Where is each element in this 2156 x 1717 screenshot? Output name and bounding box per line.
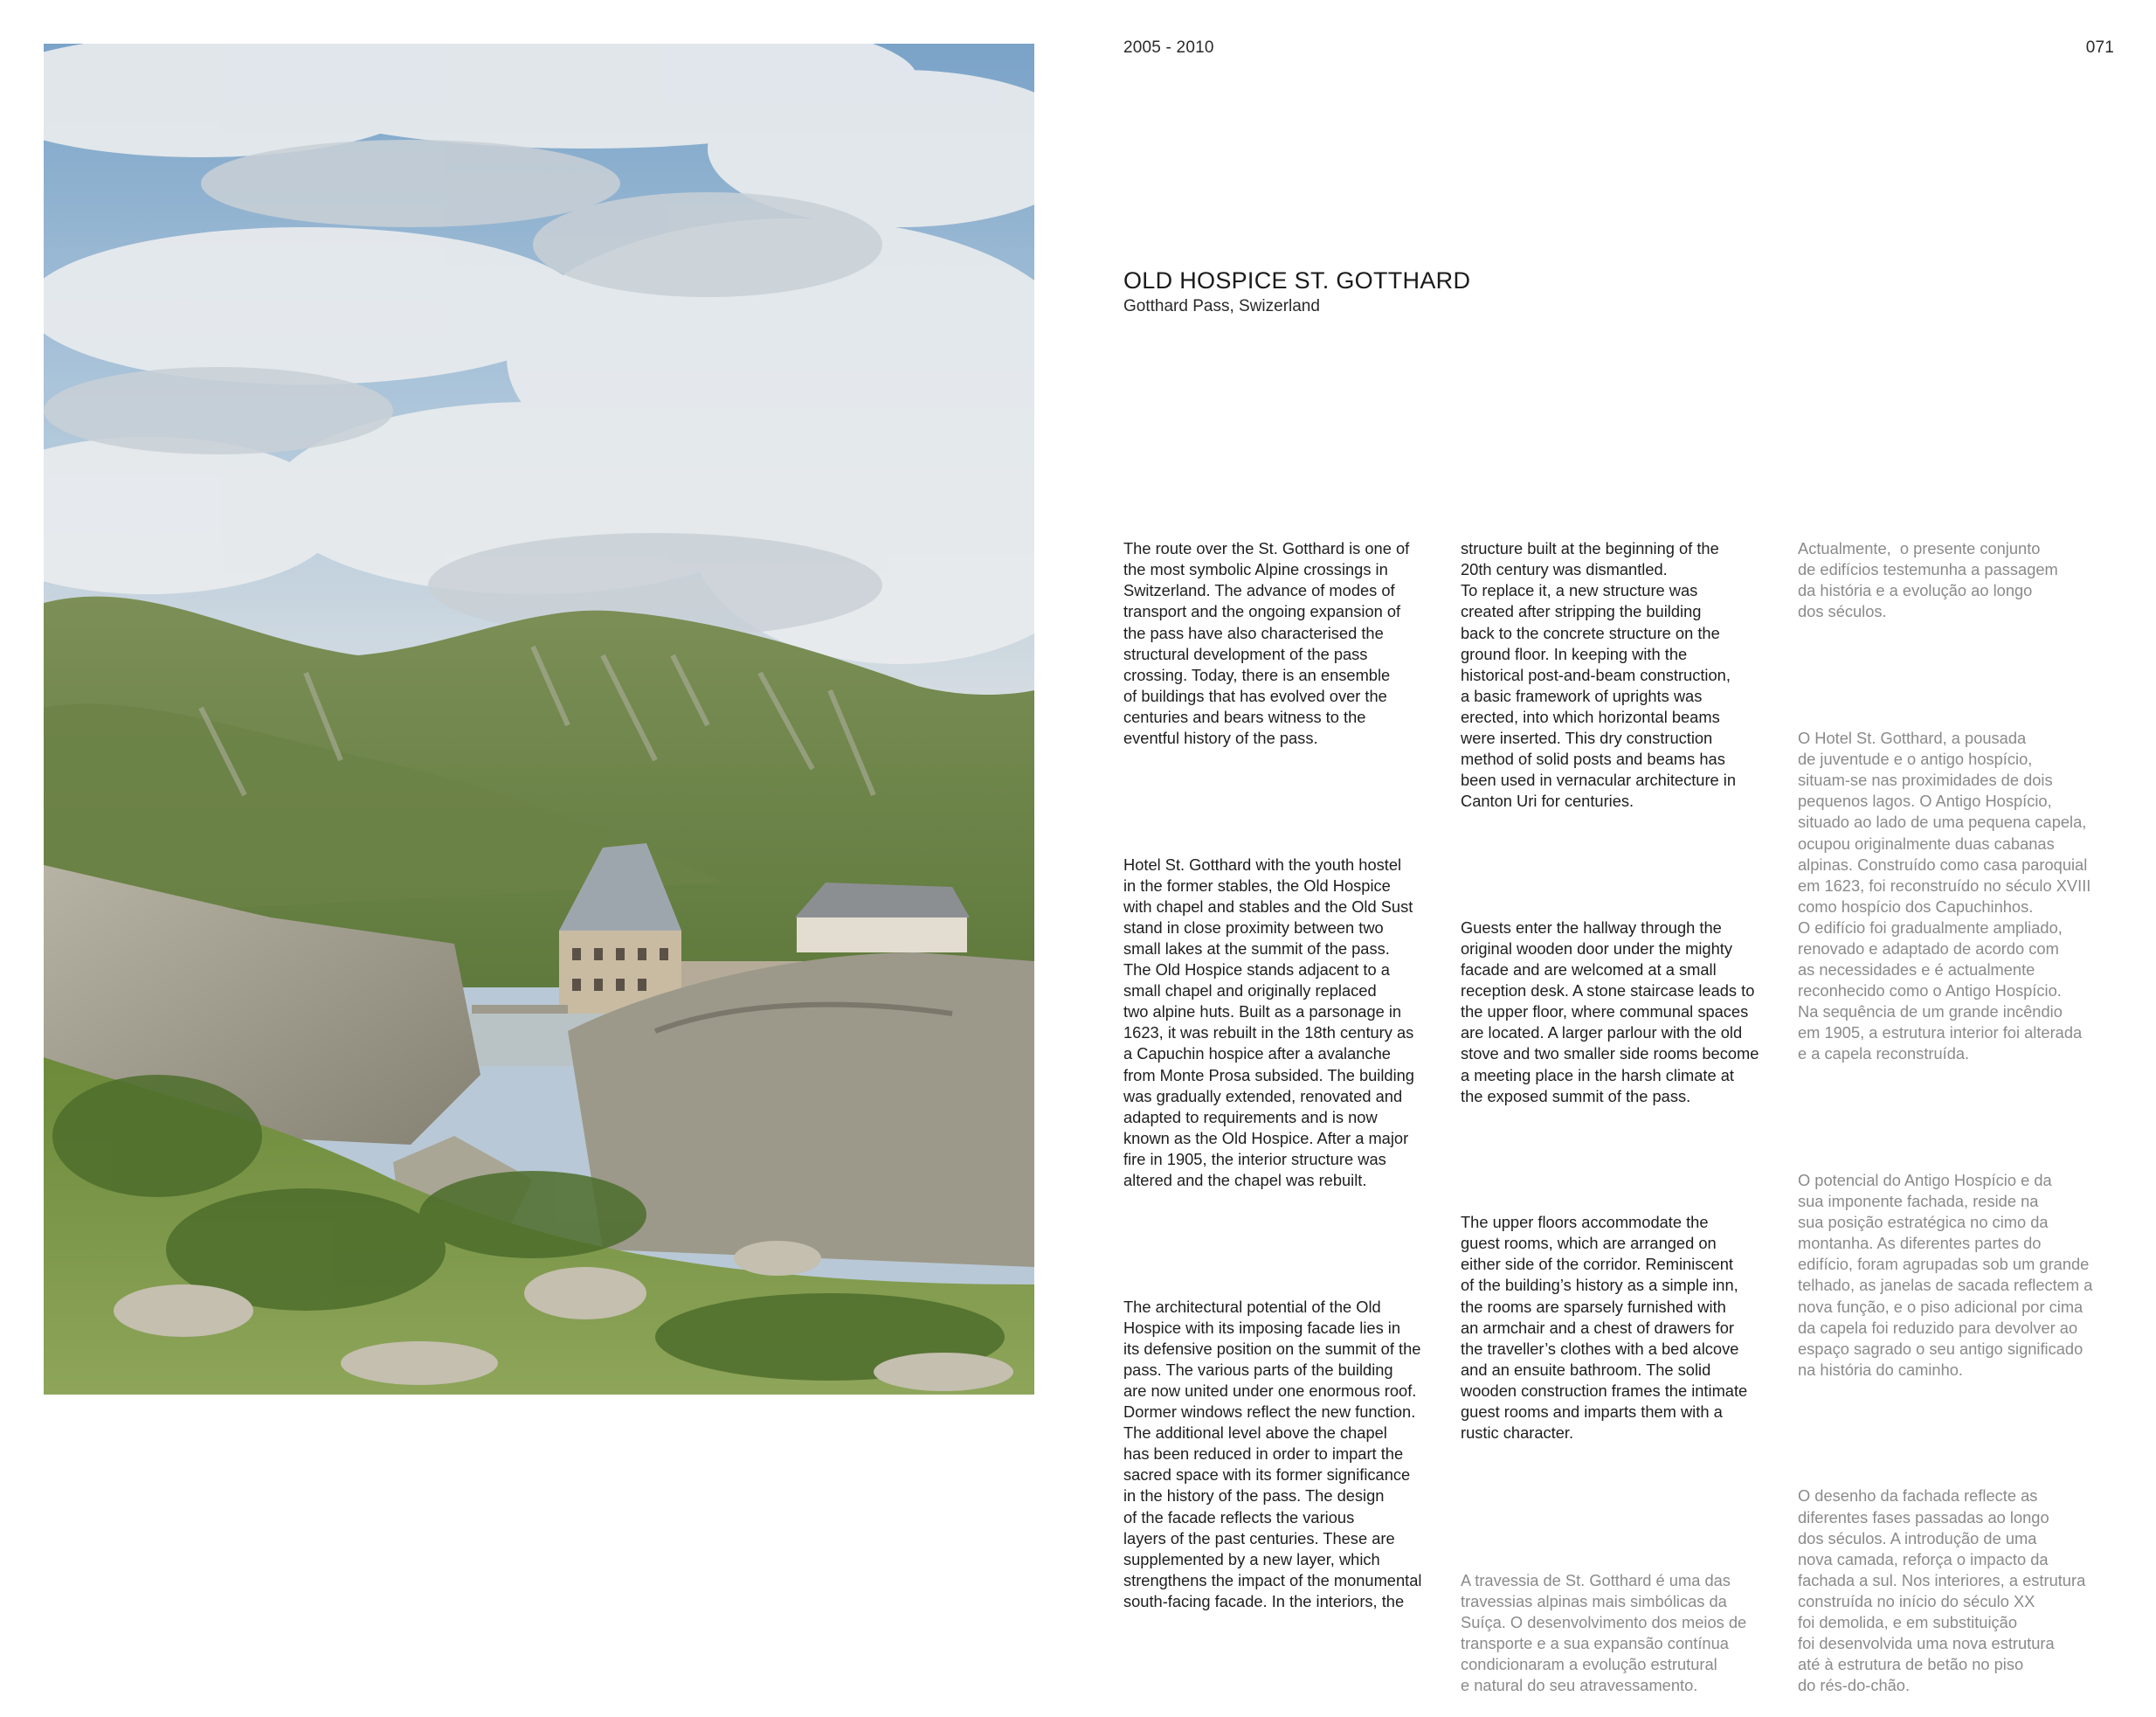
landscape-photo bbox=[44, 44, 1034, 1395]
text-column-2 bbox=[1461, 496, 1784, 1717]
paragraph-portuguese: O Hotel St. Gotthard, a pousada de juventude e o antigo hospício, situam-se nas proximidades de dois pequenos lagos. O Antigo Hospício, situado ao lado de uma pequena capela, ocupou originalmente duas cabanas alpinas. Construído como casa paroquial em 1623, foi reconstruído no século XVIII como hospício dos Capuchinhos. O edifício foi gradualmente ampliado, renovado e adaptado de acordo com as necessidades e é actualmente reconhecido como o Antigo Hospício. Na sequência de um grande incêndio em 1905, a estrutura interior foi alterada e a capela reconstruída. bbox=[1798, 729, 2091, 1063]
paragraph-portuguese: A travessia de St. Gotthard é uma das travessias alpinas mais simbólicas da Suíça. O desenvolvimento dos meios de transporte e a sua expansão contínua condicionaram a evolução estrutural e natural do seu atravessamento. bbox=[1461, 1570, 1747, 1695]
paragraph: The route over the St. Gotthard is one of the most symbolic Alpine crossings in Switzerland. The advance of modes of transport and the ongoing expansion of the pass have also characterised the structural development of the pass crossing. Today, there is an ensemble of buildings that has evolved over the centuries and bears witness to the eventful history of the pass. bbox=[1123, 539, 1410, 748]
page-number: 071 bbox=[2085, 38, 2114, 57]
paragraph-portuguese: Actualmente, o presente conjunto de edifícios testemunha a passagem da história e a evolução ao longo dos séculos. bbox=[1798, 539, 2058, 621]
project-title: OLD HOSPICE ST. GOTTHARD bbox=[1123, 267, 1471, 294]
paragraph-portuguese: O potencial do Antigo Hospício e da sua imponente fachada, reside na sua posição estratégica no cimo da montanha. As diferentes partes do edifício, foram agrupadas sob um grande telhado, as janelas de sacada reflectem a nova função, e o piso adicional por cima da capela foi reduzido para devolver ao espaço sagrado o seu antigo significado na história do caminho. bbox=[1798, 1171, 2093, 1379]
text-column-3-portuguese bbox=[1798, 496, 2130, 1717]
paragraph: structure built at the beginning of the 20th century was dismantled. To replace it, a new structure was created after stripping the building back to the concrete structure on the ground floor. In keeping with the historical post-and-beam construction, a basic framework of uprights was erected, into which horizontal beams were inserted. This dry construction method of solid posts and beams has been used in vernacular architecture in Canton Uri for centuries. bbox=[1461, 539, 1737, 811]
paragraph: The architectural potential of the Old Hospice with its imposing facade lies in its defensive position on the summit of the pass. The various parts of the building are now united under one enormous roof. Dormer windows reflect the new function. The additional level above the chapel has been reduced in order to impart the sacred space with its former significance in the history of the pass. The design of the facade reflects the various layers of the past centuries. These are supplemented by a new layer, which strengthens the impact of the monumental south-facing facade. In the interiors, the bbox=[1123, 1297, 1422, 1610]
paragraph: Guests enter the hallway through the original wooden door under the mighty facade and are welcomed at a small reception desk. A stone staircase leads to the upper floor, where communal spaces are located. A larger parlour with the old stove and two smaller side rooms become a meeting place in the harsh climate at the exposed summit of the pass. bbox=[1461, 917, 1759, 1105]
paragraph: Hotel St. Gotthard with the youth hostel in the former stables, the Old Hospice with chapel and stables and the Old Sust stand in close proximity between two small lakes at the summit of the pass. The Old Hospice stands adjacent to a small chapel and originally replaced two alpine huts. Built as a parsonage in 1623, it was rebuilt in the 18th century as a Capuchin hospice after a avalanche from Monte Prosa subsided. The building was gradually extended, renovated and adapted to requirements and is now known as the Old Hospice. After a major fire in 1905, the interior structure was altered and the chapel was rebuilt. bbox=[1123, 855, 1414, 1189]
paragraph-portuguese: O desenho da fachada reflecte as diferentes fases passadas ao longo dos séculos. A introdução de uma nova camada, reforça o impacto da fachada a sul. Nos interiores, a estrutura construída no início do século XX foi demolida, e em substituição foi desenvolvida uma nova estrutura até à estrutura de betão no piso do rés-do-chão. bbox=[1798, 1486, 2086, 1695]
title-block bbox=[1123, 266, 1470, 318]
photo-illustration bbox=[44, 44, 1034, 1395]
year-range: 2005 - 2010 bbox=[1123, 38, 1214, 57]
paragraph: The upper floors accommodate the guest rooms, which are arranged on either side of the corridor. Reminiscent of the building’s history as a simple inn, the rooms are sparsely furnished with an armchair and a chest of drawers for the traveller’s clothes with a bed alcove and an ensuite bathroom. The solid wooden construction frames the intimate guest rooms and imparts them with a rustic character. bbox=[1461, 1213, 1748, 1443]
project-location: Gotthard Pass, Swizerland bbox=[1123, 297, 1320, 315]
text-column-1 bbox=[1123, 496, 1447, 1633]
